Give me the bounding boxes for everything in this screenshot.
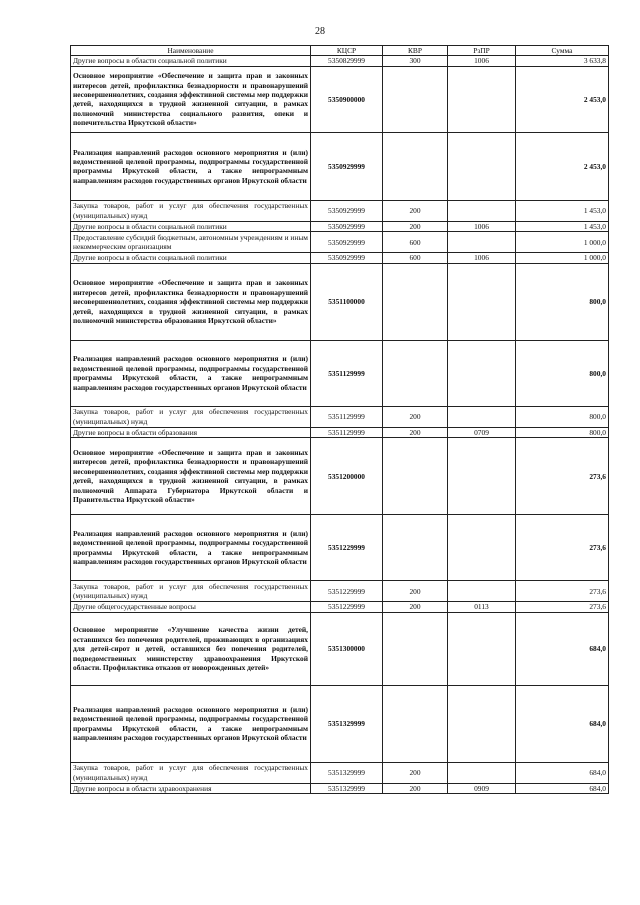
table-row <box>71 685 609 762</box>
row-rzpr-cell <box>448 200 516 221</box>
row-name-cell: Основное мероприятие «Обеспечение и защита прав и законных интересов детей, профилактика безнадзорности и правонарушений несовершеннолетних, создания эффективной системы мер поддержки детей, находящихся в трудной жизненной ситуации, в рамках полномочий Аппарата Губернатора Иркутской области и Правительства Иркутской области» <box>71 438 311 515</box>
row-kcsr-cell: 5351329999 <box>311 762 383 783</box>
row-kvr-cell: 300 <box>383 56 448 66</box>
row-sum-cell: 1 453,0 <box>516 221 609 231</box>
row-rzpr-cell <box>448 685 516 762</box>
row-kcsr-cell: 5351129999 <box>311 406 383 427</box>
header-sum: Сумма <box>516 46 609 56</box>
row-kcsr-cell: 5351329999 <box>311 685 383 762</box>
table-header-row <box>71 46 609 56</box>
header-kvr: КВР <box>383 46 448 56</box>
row-sum-cell: 273,6 <box>516 602 609 612</box>
row-kcsr-cell: 5351200000 <box>311 438 383 515</box>
row-kcsr-cell: 5350900000 <box>311 66 383 132</box>
table-row <box>71 66 609 132</box>
row-kvr-cell <box>383 438 448 515</box>
row-kvr-cell: 200 <box>383 783 448 793</box>
row-rzpr-cell <box>448 132 516 200</box>
row-name-cell: Основное мероприятие «Улучшение качества жизни детей, оставшихся без попечения родителей, проживающих в организациях для детей-сирот и детей, оставшихся без попечения родителей, подведомственных министерству здравоохранения Иркутской области. Профилактика отказов от новорожденных детей» <box>71 612 311 685</box>
row-kcsr-cell: 5351129999 <box>311 427 383 437</box>
table-row <box>71 515 609 581</box>
row-kcsr-cell: 5350929999 <box>311 221 383 231</box>
row-name-cell: Другие вопросы в области социальной политики <box>71 221 311 231</box>
row-kcsr-cell: 5351100000 <box>311 263 383 340</box>
row-rzpr-cell <box>448 406 516 427</box>
table-row <box>71 438 609 515</box>
table-row <box>71 132 609 200</box>
row-rzpr-cell: 0113 <box>448 602 516 612</box>
header-kcsr: КЦСР <box>311 46 383 56</box>
row-sum-cell: 273,6 <box>516 438 609 515</box>
table-row <box>71 221 609 231</box>
row-name-cell: Основное мероприятие «Обеспечение и защита прав и законных интересов детей, профилактика безнадзорности и правонарушений несовершеннолетних, создания эффективной системы мер поддержки детей, находящихся в трудной жизненной ситуации, в рамках полномочий министерства образования Иркутской области» <box>71 263 311 340</box>
table-row <box>71 783 609 793</box>
row-rzpr-cell: 1006 <box>448 253 516 263</box>
row-kvr-cell <box>383 340 448 406</box>
row-sum-cell: 1 000,0 <box>516 232 609 253</box>
row-rzpr-cell: 0709 <box>448 427 516 437</box>
row-sum-cell: 800,0 <box>516 427 609 437</box>
row-kvr-cell: 600 <box>383 253 448 263</box>
row-sum-cell: 273,6 <box>516 515 609 581</box>
row-kcsr-cell: 5350829999 <box>311 56 383 66</box>
row-rzpr-cell <box>448 232 516 253</box>
row-name-cell: Другие вопросы в области образования <box>71 427 311 437</box>
table-row <box>71 427 609 437</box>
row-sum-cell: 2 453,0 <box>516 132 609 200</box>
row-sum-cell: 684,0 <box>516 685 609 762</box>
row-name-cell: Другие вопросы в области социальной политики <box>71 56 311 66</box>
row-rzpr-cell <box>448 581 516 602</box>
table-row <box>71 340 609 406</box>
row-sum-cell: 800,0 <box>516 340 609 406</box>
row-rzpr-cell <box>448 263 516 340</box>
row-sum-cell: 1 453,0 <box>516 200 609 221</box>
row-sum-cell: 800,0 <box>516 263 609 340</box>
row-kvr-cell <box>383 263 448 340</box>
row-name-cell: Закупка товаров, работ и услуг для обеспечения государственных (муниципальных) нужд <box>71 581 311 602</box>
row-kvr-cell: 200 <box>383 221 448 231</box>
row-name-cell: Закупка товаров, работ и услуг для обеспечения государственных (муниципальных) нужд <box>71 200 311 221</box>
row-name-cell: Другие вопросы в области здравоохранения <box>71 783 311 793</box>
row-sum-cell: 800,0 <box>516 406 609 427</box>
table-row <box>71 263 609 340</box>
table-row <box>71 56 609 66</box>
header-name: Наименование <box>71 46 311 56</box>
row-sum-cell: 684,0 <box>516 783 609 793</box>
row-kvr-cell <box>383 515 448 581</box>
row-rzpr-cell <box>448 438 516 515</box>
row-kcsr-cell: 5350929999 <box>311 232 383 253</box>
row-kcsr-cell: 5351229999 <box>311 581 383 602</box>
row-name-cell: Другие вопросы в области социальной политики <box>71 253 311 263</box>
table-row <box>71 232 609 253</box>
row-name-cell: Другие общегосударственные вопросы <box>71 602 311 612</box>
row-rzpr-cell <box>448 340 516 406</box>
header-rzpr: РзПР <box>448 46 516 56</box>
budget-table <box>70 45 609 794</box>
row-kvr-cell <box>383 685 448 762</box>
row-kvr-cell <box>383 132 448 200</box>
row-kcsr-cell: 5351229999 <box>311 602 383 612</box>
row-kvr-cell: 200 <box>383 762 448 783</box>
row-rzpr-cell <box>448 66 516 132</box>
table-row <box>71 200 609 221</box>
row-name-cell: Закупка товаров, работ и услуг для обеспечения государственных (муниципальных) нужд <box>71 762 311 783</box>
table-row <box>71 602 609 612</box>
row-rzpr-cell: 1006 <box>448 221 516 231</box>
row-sum-cell: 273,6 <box>516 581 609 602</box>
row-name-cell: Реализация направлений расходов основного мероприятия и (или) ведомственной целевой программы, подпрограммы государственной программы Иркутской области, а также непрограммным направлениям расходов государственных органов Иркутской области <box>71 685 311 762</box>
row-kcsr-cell: 5350929999 <box>311 253 383 263</box>
row-kvr-cell: 200 <box>383 406 448 427</box>
row-kcsr-cell: 5351129999 <box>311 340 383 406</box>
row-sum-cell: 2 453,0 <box>516 66 609 132</box>
row-kcsr-cell: 5350929999 <box>311 200 383 221</box>
row-name-cell: Реализация направлений расходов основного мероприятия и (или) ведомственной целевой программы, подпрограммы государственной программы Иркутской области, а также непрограммным направлениям расходов государственных органов Иркутской области <box>71 515 311 581</box>
table-row <box>71 406 609 427</box>
row-kcsr-cell: 5351329999 <box>311 783 383 793</box>
row-rzpr-cell <box>448 762 516 783</box>
row-kcsr-cell: 5351229999 <box>311 515 383 581</box>
row-sum-cell: 684,0 <box>516 762 609 783</box>
table-row <box>71 253 609 263</box>
row-sum-cell: 1 000,0 <box>516 253 609 263</box>
row-kvr-cell: 200 <box>383 581 448 602</box>
row-rzpr-cell <box>448 515 516 581</box>
row-kvr-cell <box>383 66 448 132</box>
row-name-cell: Предоставление субсидий бюджетным, автономным учреждениям и иным некоммерческим организациям <box>71 232 311 253</box>
row-kvr-cell <box>383 612 448 685</box>
row-rzpr-cell: 1006 <box>448 56 516 66</box>
row-kcsr-cell: 5350929999 <box>311 132 383 200</box>
table-row <box>71 762 609 783</box>
page-number: 28 <box>315 26 325 37</box>
row-rzpr-cell <box>448 612 516 685</box>
row-name-cell: Реализация направлений расходов основного мероприятия и (или) ведомственной целевой программы, подпрограммы государственной программы Иркутской области, а также непрограммным направлениям расходов государственных органов Иркутской области <box>71 132 311 200</box>
table-row <box>71 581 609 602</box>
row-name-cell: Реализация направлений расходов основного мероприятия и (или) ведомственной целевой программы, подпрограммы государственной программы Иркутской области, а также непрограммным направлениям расходов государственных органов Иркутской области <box>71 340 311 406</box>
row-kvr-cell: 200 <box>383 200 448 221</box>
table-row <box>71 612 609 685</box>
row-name-cell: Закупка товаров, работ и услуг для обеспечения государственных (муниципальных) нужд <box>71 406 311 427</box>
row-name-cell: Основное мероприятие «Обеспечение и защита прав и законных интересов детей, профилактика безнадзорности и правонарушений несовершеннолетних, создания эффективной системы мер поддержки детей, находящихся в трудной жизненной ситуации, в рамках полномочий министерства социального развития, опеки и попечительства Иркутской области» <box>71 66 311 132</box>
row-rzpr-cell: 0909 <box>448 783 516 793</box>
row-kcsr-cell: 5351300000 <box>311 612 383 685</box>
row-sum-cell: 684,0 <box>516 612 609 685</box>
row-kvr-cell: 200 <box>383 427 448 437</box>
row-kvr-cell: 200 <box>383 602 448 612</box>
row-kvr-cell: 600 <box>383 232 448 253</box>
row-sum-cell: 3 633,8 <box>516 56 609 66</box>
